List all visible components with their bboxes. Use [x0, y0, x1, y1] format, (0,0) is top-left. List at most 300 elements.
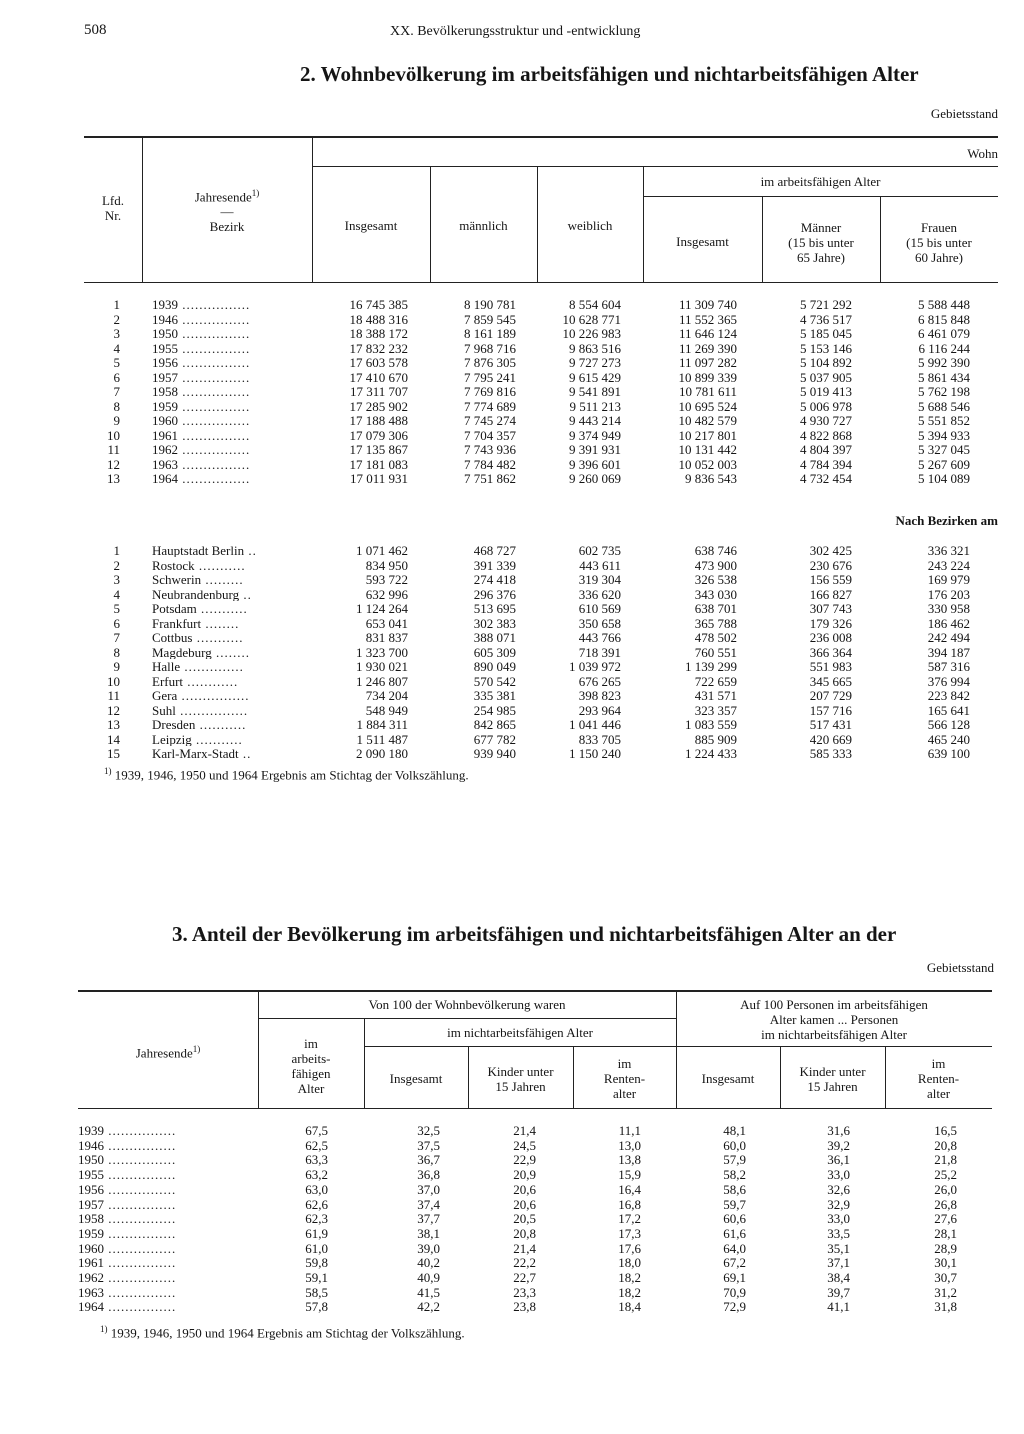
cell-weiblich: 9 391 931 [569, 442, 621, 457]
row-label: 1946 ................ [78, 1138, 177, 1152]
cell-weiblich: 443 766 [578, 630, 621, 645]
cell-af-insgesamt: 343 030 [694, 586, 737, 602]
cell-maennlich: 274 418 [473, 572, 516, 587]
row-label: Suhl ................ [152, 703, 249, 717]
row-label: 1962 ................ [78, 1271, 177, 1284]
cell-insgesamt: 18 388 172 [349, 326, 408, 341]
cell-maenner: 5 104 892 [800, 355, 852, 370]
row-number: 11 [107, 688, 120, 703]
cell-maennlich: 8 161 189 [464, 326, 516, 341]
cell-insgesamt-b: 67,2 [723, 1255, 746, 1271]
cell-frauen: 242 494 [927, 630, 970, 645]
cell-maennlich: 254 985 [473, 702, 516, 718]
cell-af-alter: 59,8 [305, 1255, 328, 1271]
maennlich-header: männlich [459, 218, 508, 233]
leader-dots: ......... [201, 573, 244, 586]
row-label: 1960 ................ [152, 414, 251, 427]
table-row [78, 1299, 1000, 1315]
cell-frauen: 243 224 [927, 557, 970, 573]
table-row [84, 414, 1000, 427]
table-row [84, 675, 1000, 688]
cell-af-alter: 63,2 [305, 1167, 328, 1183]
leader-dots: ........ [201, 616, 240, 630]
cell-af-insgesamt: 9 836 543 [685, 471, 737, 486]
cell-frauen: 587 316 [927, 659, 970, 674]
cell-weiblich: 602 735 [578, 543, 621, 558]
table3-gebietsstand: Gebietsstand [926, 960, 994, 975]
row-number: 2 [113, 557, 120, 573]
cell-weiblich: 833 705 [578, 731, 621, 747]
cell-insgesamt: 17 079 306 [349, 427, 408, 443]
cell-insgesamt: 17 832 232 [349, 340, 408, 356]
row-label: 1964 ................ [152, 472, 251, 485]
cell-insgesamt-b: 69,1 [723, 1270, 746, 1285]
table-row [78, 1181, 1000, 1197]
cell-insgesamt: 1 246 807 [356, 673, 408, 689]
row-label: 1959 ................ [78, 1226, 177, 1240]
cell-frauen: 5 762 198 [918, 384, 970, 399]
row-label: Potsdam ........... [152, 602, 248, 615]
row-label: 1950 ................ [78, 1153, 177, 1167]
cell-maenner: 157 716 [809, 702, 852, 718]
cell-frauen: 5 104 089 [918, 471, 970, 486]
cell-frauen: 5 551 852 [918, 413, 970, 428]
cell-af-insgesamt: 10 781 611 [678, 384, 737, 399]
cell-rentenalter: 18,0 [618, 1255, 641, 1271]
row-number: 13 [107, 717, 120, 732]
table-row [84, 298, 1000, 311]
cell-maennlich: 7 745 274 [464, 413, 516, 428]
leader-dots: ................ [104, 1124, 177, 1137]
table-row [84, 327, 1000, 340]
cell-kinder-b: 33,0 [827, 1211, 850, 1227]
row-number: 13 [107, 471, 120, 486]
leader-dots: ................ [178, 298, 251, 311]
cell-weiblich: 8 554 604 [569, 297, 621, 312]
table-row [84, 660, 1000, 673]
row-number: 11 [107, 442, 120, 457]
page-number: 508 [84, 22, 107, 38]
row-number: 9 [113, 413, 120, 428]
cell-kinder: 23,8 [513, 1299, 536, 1315]
cell-kinder-b: 41,1 [827, 1299, 850, 1315]
af-alter-header: im arbeits- fähigen Alter [291, 1036, 331, 1096]
cell-kinder-b: 37,1 [827, 1255, 850, 1271]
cell-frauen: 5 327 045 [918, 442, 970, 457]
row-number: 1 [113, 543, 120, 558]
cell-kinder: 20,9 [513, 1167, 536, 1183]
cell-weiblich: 336 620 [578, 586, 621, 602]
table-row [78, 1225, 1000, 1241]
cell-insgesamt-b: 60,6 [723, 1211, 746, 1227]
leader-dots: ................ [104, 1197, 177, 1211]
row-label: 1955 ................ [78, 1168, 177, 1182]
cell-weiblich: 10 226 983 [562, 326, 621, 341]
cell-af-insgesamt: 638 746 [694, 543, 737, 558]
row-number: 6 [113, 615, 120, 631]
cell-af-insgesamt: 11 552 365 [678, 311, 737, 327]
cell-insgesamt-b: 61,6 [723, 1225, 746, 1241]
cell-insgesamt: 17 285 902 [349, 398, 408, 414]
cell-insgesamt: 1 323 700 [356, 644, 408, 660]
cell-rentenalter-b: 31,2 [934, 1284, 957, 1300]
row-number: 8 [113, 398, 120, 414]
nach-bezirken-label: Nach Bezirken am [895, 513, 998, 528]
row-label: Halle .............. [152, 660, 244, 673]
cell-rentenalter-b: 16,5 [934, 1123, 957, 1138]
row-number: 5 [113, 355, 120, 370]
cell-weiblich: 398 823 [578, 688, 621, 703]
cell-af-alter: 58,5 [305, 1284, 328, 1300]
leader-dots: ................ [178, 327, 251, 340]
cell-insgesamt: 632 996 [365, 586, 408, 602]
table-row [84, 718, 1000, 731]
cell-af-alter: 57,8 [305, 1299, 328, 1315]
cell-insgesamt: 41,5 [417, 1284, 440, 1300]
cell-frauen: 186 462 [927, 615, 970, 631]
cell-maenner: 517 431 [809, 717, 852, 732]
cell-rentenalter: 18,4 [618, 1299, 641, 1315]
cell-maennlich: 7 876 305 [464, 355, 516, 370]
row-number: 7 [113, 384, 120, 399]
cell-maennlich: 605 309 [473, 644, 516, 660]
row-label: 1959 ................ [152, 399, 251, 413]
cell-insgesamt: 16 745 385 [349, 297, 408, 312]
cell-insgesamt: 653 041 [365, 615, 408, 631]
table-row [84, 747, 1000, 760]
leader-dots: ........ [211, 645, 250, 659]
cell-insgesamt: 17 410 670 [349, 369, 408, 385]
cell-insgesamt: 40,2 [417, 1255, 440, 1271]
cell-maenner: 236 008 [809, 630, 852, 645]
table-row [84, 443, 1000, 456]
cell-weiblich: 9 541 891 [569, 384, 621, 399]
cell-kinder-b: 38,4 [827, 1270, 850, 1285]
cell-rentenalter: 16,8 [618, 1196, 641, 1212]
leader-dots: ................ [178, 385, 251, 398]
t3-kinder-a: Kinder unter 15 Jahren [487, 1064, 554, 1094]
cell-af-insgesamt: 11 097 282 [678, 355, 737, 370]
cell-frauen: 639 100 [927, 746, 970, 761]
cell-maennlich: 302 383 [473, 615, 516, 631]
cell-weiblich: 443 611 [579, 557, 621, 573]
cell-maenner: 420 669 [809, 731, 852, 747]
row-label: 1963 ................ [152, 457, 251, 471]
row-label: 1957 ................ [78, 1197, 177, 1211]
cell-weiblich: 718 391 [578, 644, 621, 660]
cell-af-insgesamt: 1 083 559 [685, 717, 737, 732]
row-number: 4 [113, 586, 120, 602]
cell-maennlich: 296 376 [473, 586, 516, 602]
cell-af-insgesamt: 1 139 299 [685, 659, 737, 674]
auf100-header: Auf 100 Personen im arbeitsfähigen Alter kamen ... Personen im nichtarbeitsfähigen Alter [740, 997, 928, 1042]
leader-dots: ................ [104, 1212, 177, 1226]
cell-kinder-b: 32,9 [827, 1196, 850, 1212]
cell-maenner: 4 736 517 [800, 311, 852, 327]
table-row [84, 429, 1000, 442]
arbeitsfaehig-header: im arbeitsfähigen Alter [760, 174, 881, 189]
cell-kinder-b: 39,7 [827, 1284, 850, 1300]
leader-dots: ........... [192, 631, 244, 644]
cell-frauen: 6 116 244 [918, 340, 970, 356]
running-head: XX. Bevölkerungsstruktur und -entwicklung [390, 24, 641, 39]
cell-kinder: 21,4 [513, 1123, 536, 1138]
wohn-header: Wohn [967, 146, 998, 161]
insgesamt-header: Insgesamt [344, 218, 398, 233]
leader-dots: ................ [104, 1153, 177, 1167]
cell-maennlich: 7 859 545 [464, 311, 516, 327]
row-label: Rostock ........... [152, 558, 246, 572]
table-row [78, 1284, 1000, 1300]
cell-maennlich: 8 190 781 [464, 297, 516, 312]
leader-dots: ................ [104, 1226, 177, 1240]
cell-kinder-b: 39,2 [827, 1137, 850, 1153]
table2-footnote: $^{1)}$ 1939, 1946, 1950 und 1964 Ergebnis am Stichtag der Volkszählung. [104, 766, 469, 783]
cell-weiblich: 319 304 [578, 572, 621, 587]
row-number: 1 [113, 297, 120, 312]
row-label: Schwerin ......... [152, 573, 244, 586]
leader-dots: ........... [195, 718, 247, 731]
cell-rentenalter: 17,6 [618, 1240, 641, 1256]
cell-af-insgesamt: 10 052 003 [678, 456, 737, 472]
cell-frauen: 223 842 [927, 688, 970, 703]
cell-kinder-b: 35,1 [827, 1240, 850, 1256]
table-row [84, 646, 1000, 659]
cell-maenner: 302 425 [809, 543, 852, 558]
cell-frauen: 176 203 [927, 586, 970, 602]
table-row [84, 356, 1000, 369]
table-row [84, 704, 1000, 717]
cell-af-alter: 61,9 [305, 1225, 328, 1241]
row-label: 1961 ................ [152, 428, 251, 442]
von100-header: Von 100 der Wohnbevölkerung waren [368, 997, 566, 1012]
cell-af-insgesamt: 10 217 801 [678, 427, 737, 443]
table-row [84, 689, 1000, 702]
cell-insgesamt: 40,9 [417, 1270, 440, 1285]
leader-dots: ................ [178, 428, 251, 442]
cell-insgesamt: 18 488 316 [349, 311, 408, 327]
cell-rentenalter-b: 26,8 [934, 1196, 957, 1212]
cell-weiblich: 9 443 214 [569, 413, 621, 428]
frauen-header: Frauen (15 bis unter 60 Jahre) [906, 220, 972, 265]
leader-dots: ................ [178, 312, 251, 326]
cell-insgesamt: 17 188 488 [349, 413, 408, 428]
row-number: 8 [113, 644, 120, 660]
cell-maennlich: 7 704 357 [464, 427, 516, 443]
cell-af-alter: 67,5 [305, 1123, 328, 1138]
row-number: 4 [113, 340, 120, 356]
cell-rentenalter-b: 20,8 [934, 1137, 957, 1153]
cell-rentenalter-b: 30,1 [934, 1255, 957, 1271]
cell-rentenalter: 17,3 [618, 1225, 641, 1241]
leader-dots: ................ [104, 1138, 177, 1152]
leader-dots: ................ [104, 1285, 177, 1299]
cell-maenner: 5 006 978 [800, 398, 852, 414]
table-row [78, 1255, 1000, 1271]
cell-maenner: 4 930 727 [800, 413, 852, 428]
row-number: 7 [113, 630, 120, 645]
cell-insgesamt: 548 949 [365, 702, 408, 718]
leader-dots: ................ [178, 370, 251, 384]
table-row [84, 342, 1000, 355]
cell-af-alter: 62,6 [305, 1196, 328, 1212]
cell-kinder: 24,5 [513, 1137, 536, 1153]
cell-frauen: 5 992 390 [918, 355, 970, 370]
cell-af-alter: 63,0 [305, 1181, 328, 1197]
cell-insgesamt: 17 135 867 [349, 442, 408, 457]
cell-insgesamt: 734 204 [365, 688, 408, 703]
cell-frauen: 394 187 [927, 644, 970, 660]
row-label: Magdeburg ........ [152, 645, 250, 659]
cell-maenner: 5 153 146 [800, 340, 852, 356]
cell-af-insgesamt: 326 538 [694, 572, 737, 587]
row-label: Leipzig ........... [152, 732, 243, 746]
cell-maenner: 5 185 045 [800, 326, 852, 341]
row-label: 1957 ................ [152, 370, 251, 384]
cell-insgesamt: 1 930 021 [356, 659, 408, 674]
cell-insgesamt: 593 722 [365, 572, 408, 587]
cell-insgesamt-b: 59,7 [723, 1196, 746, 1212]
cell-kinder-b: 32,6 [827, 1181, 850, 1197]
cell-maenner: 230 676 [809, 557, 852, 573]
row-number: 2 [113, 311, 120, 327]
cell-weiblich: 676 265 [578, 673, 621, 689]
row-number: 3 [113, 326, 120, 341]
leader-dots: ................ [175, 703, 249, 717]
cell-rentenalter: 15,9 [618, 1167, 641, 1183]
cell-frauen: 5 267 609 [918, 456, 970, 472]
cell-kinder: 21,4 [513, 1240, 536, 1256]
cell-maennlich: 513 695 [473, 601, 516, 616]
table-row [84, 573, 1000, 586]
cell-rentenalter-b: 21,8 [934, 1152, 957, 1168]
cell-weiblich: 9 511 213 [569, 398, 621, 414]
cell-af-alter: 62,3 [305, 1211, 328, 1227]
nicht-af-header: im nichtarbeitsfähigen Alter [447, 1025, 593, 1040]
row-number: 10 [107, 427, 120, 443]
leader-dots: ................ [178, 457, 251, 471]
cell-insgesamt-b: 72,9 [723, 1299, 746, 1315]
cell-af-insgesamt: 473 900 [694, 557, 737, 573]
leader-dots: ........... [194, 558, 246, 572]
cell-rentenalter-b: 25,2 [934, 1167, 957, 1183]
cell-af-alter: 63,3 [305, 1152, 328, 1168]
lfd-header: Lfd. Nr. [101, 193, 125, 223]
cell-maenner: 4 732 454 [800, 471, 852, 486]
cell-maennlich: 939 940 [473, 746, 516, 761]
cell-weiblich: 293 964 [578, 702, 621, 718]
leader-dots: .. [244, 544, 257, 557]
cell-insgesamt: 17 011 931 [349, 471, 408, 486]
cell-af-insgesamt: 365 788 [694, 615, 737, 631]
cell-maenner: 5 019 413 [800, 384, 852, 399]
table-row [84, 458, 1000, 471]
cell-frauen: 336 321 [927, 543, 970, 558]
cell-rentenalter: 13,8 [618, 1152, 641, 1168]
leader-dots: .. [238, 747, 252, 760]
cell-af-insgesamt: 478 502 [694, 630, 737, 645]
row-label: 1946 ................ [152, 312, 251, 326]
cell-kinder: 23,3 [513, 1284, 536, 1300]
cell-weiblich: 1 039 972 [569, 659, 621, 674]
cell-rentenalter: 11,1 [618, 1123, 641, 1138]
table-row [84, 602, 1000, 615]
row-label: 1956 ................ [78, 1182, 177, 1196]
leader-dots: ................ [178, 414, 251, 427]
cell-insgesamt-b: 57,9 [723, 1152, 746, 1168]
cell-rentenalter-b: 28,1 [934, 1225, 957, 1241]
cell-insgesamt: 17 311 707 [349, 384, 408, 399]
cell-frauen: 165 641 [927, 702, 970, 718]
cell-af-insgesamt: 10 131 442 [678, 442, 737, 457]
cell-rentenalter-b: 27,6 [934, 1211, 957, 1227]
cell-maenner: 585 333 [809, 746, 852, 761]
cell-rentenalter: 16,4 [618, 1181, 641, 1197]
cell-kinder: 22,7 [513, 1270, 536, 1285]
row-number: 12 [107, 702, 120, 718]
cell-weiblich: 9 863 516 [569, 340, 621, 356]
cell-af-insgesamt: 431 571 [694, 688, 737, 703]
row-label: 1939 ................ [78, 1124, 177, 1137]
cell-frauen: 566 128 [927, 717, 970, 732]
cell-weiblich: 9 374 949 [569, 427, 621, 443]
cell-kinder: 20,8 [513, 1225, 536, 1241]
cell-frauen: 330 958 [927, 601, 970, 616]
cell-weiblich: 350 658 [578, 615, 621, 631]
cell-insgesamt: 1 511 487 [356, 731, 408, 747]
table-row [78, 1211, 1000, 1227]
cell-af-insgesamt: 323 357 [694, 702, 737, 718]
cell-maenner: 551 983 [809, 659, 852, 674]
table-row [78, 1167, 1000, 1183]
table-row [78, 1123, 1000, 1138]
cell-maennlich: 388 071 [473, 630, 516, 645]
cell-maennlich: 7 769 816 [464, 384, 516, 399]
cell-kinder: 20,6 [513, 1196, 536, 1212]
table3-title: 3. Anteil der Bevölkerung im arbeitsfähigen und nichtarbeitsfähigen Alter an der [172, 922, 897, 946]
cell-maennlich: 842 865 [473, 717, 516, 732]
table-row [84, 385, 1000, 398]
leader-dots: ........... [196, 602, 248, 615]
table-row [84, 733, 1000, 746]
row-number: 6 [113, 369, 120, 385]
leader-dots: ................ [177, 689, 250, 702]
row-number: 15 [107, 746, 120, 761]
leader-dots: .. [239, 587, 252, 601]
cell-kinder: 22,2 [513, 1255, 536, 1271]
table-row [78, 1270, 1000, 1285]
cell-maennlich: 7 784 482 [464, 456, 516, 472]
cell-maennlich: 570 542 [473, 673, 516, 689]
cell-frauen: 6 461 079 [918, 326, 970, 341]
cell-maennlich: 391 339 [473, 557, 516, 573]
cell-rentenalter: 18,2 [618, 1270, 641, 1285]
cell-maenner: 4 822 868 [800, 427, 852, 443]
t3-insgesamt-b: Insgesamt [701, 1071, 755, 1086]
row-label: Gera ................ [152, 689, 250, 702]
table-row [84, 631, 1000, 644]
cell-frauen: 5 394 933 [918, 427, 970, 443]
cell-af-insgesamt: 10 695 524 [678, 398, 737, 414]
af-insgesamt-header: Insgesamt [676, 234, 729, 249]
cell-maenner: 5 037 905 [800, 369, 852, 385]
cell-insgesamt-b: 48,1 [723, 1123, 746, 1138]
cell-af-insgesamt: 760 551 [694, 644, 737, 660]
row-label: Karl-Marx-Stadt .. [152, 747, 252, 760]
cell-maenner: 345 665 [809, 673, 852, 689]
cell-frauen: 465 240 [927, 731, 970, 747]
cell-weiblich: 9 727 273 [569, 355, 621, 370]
